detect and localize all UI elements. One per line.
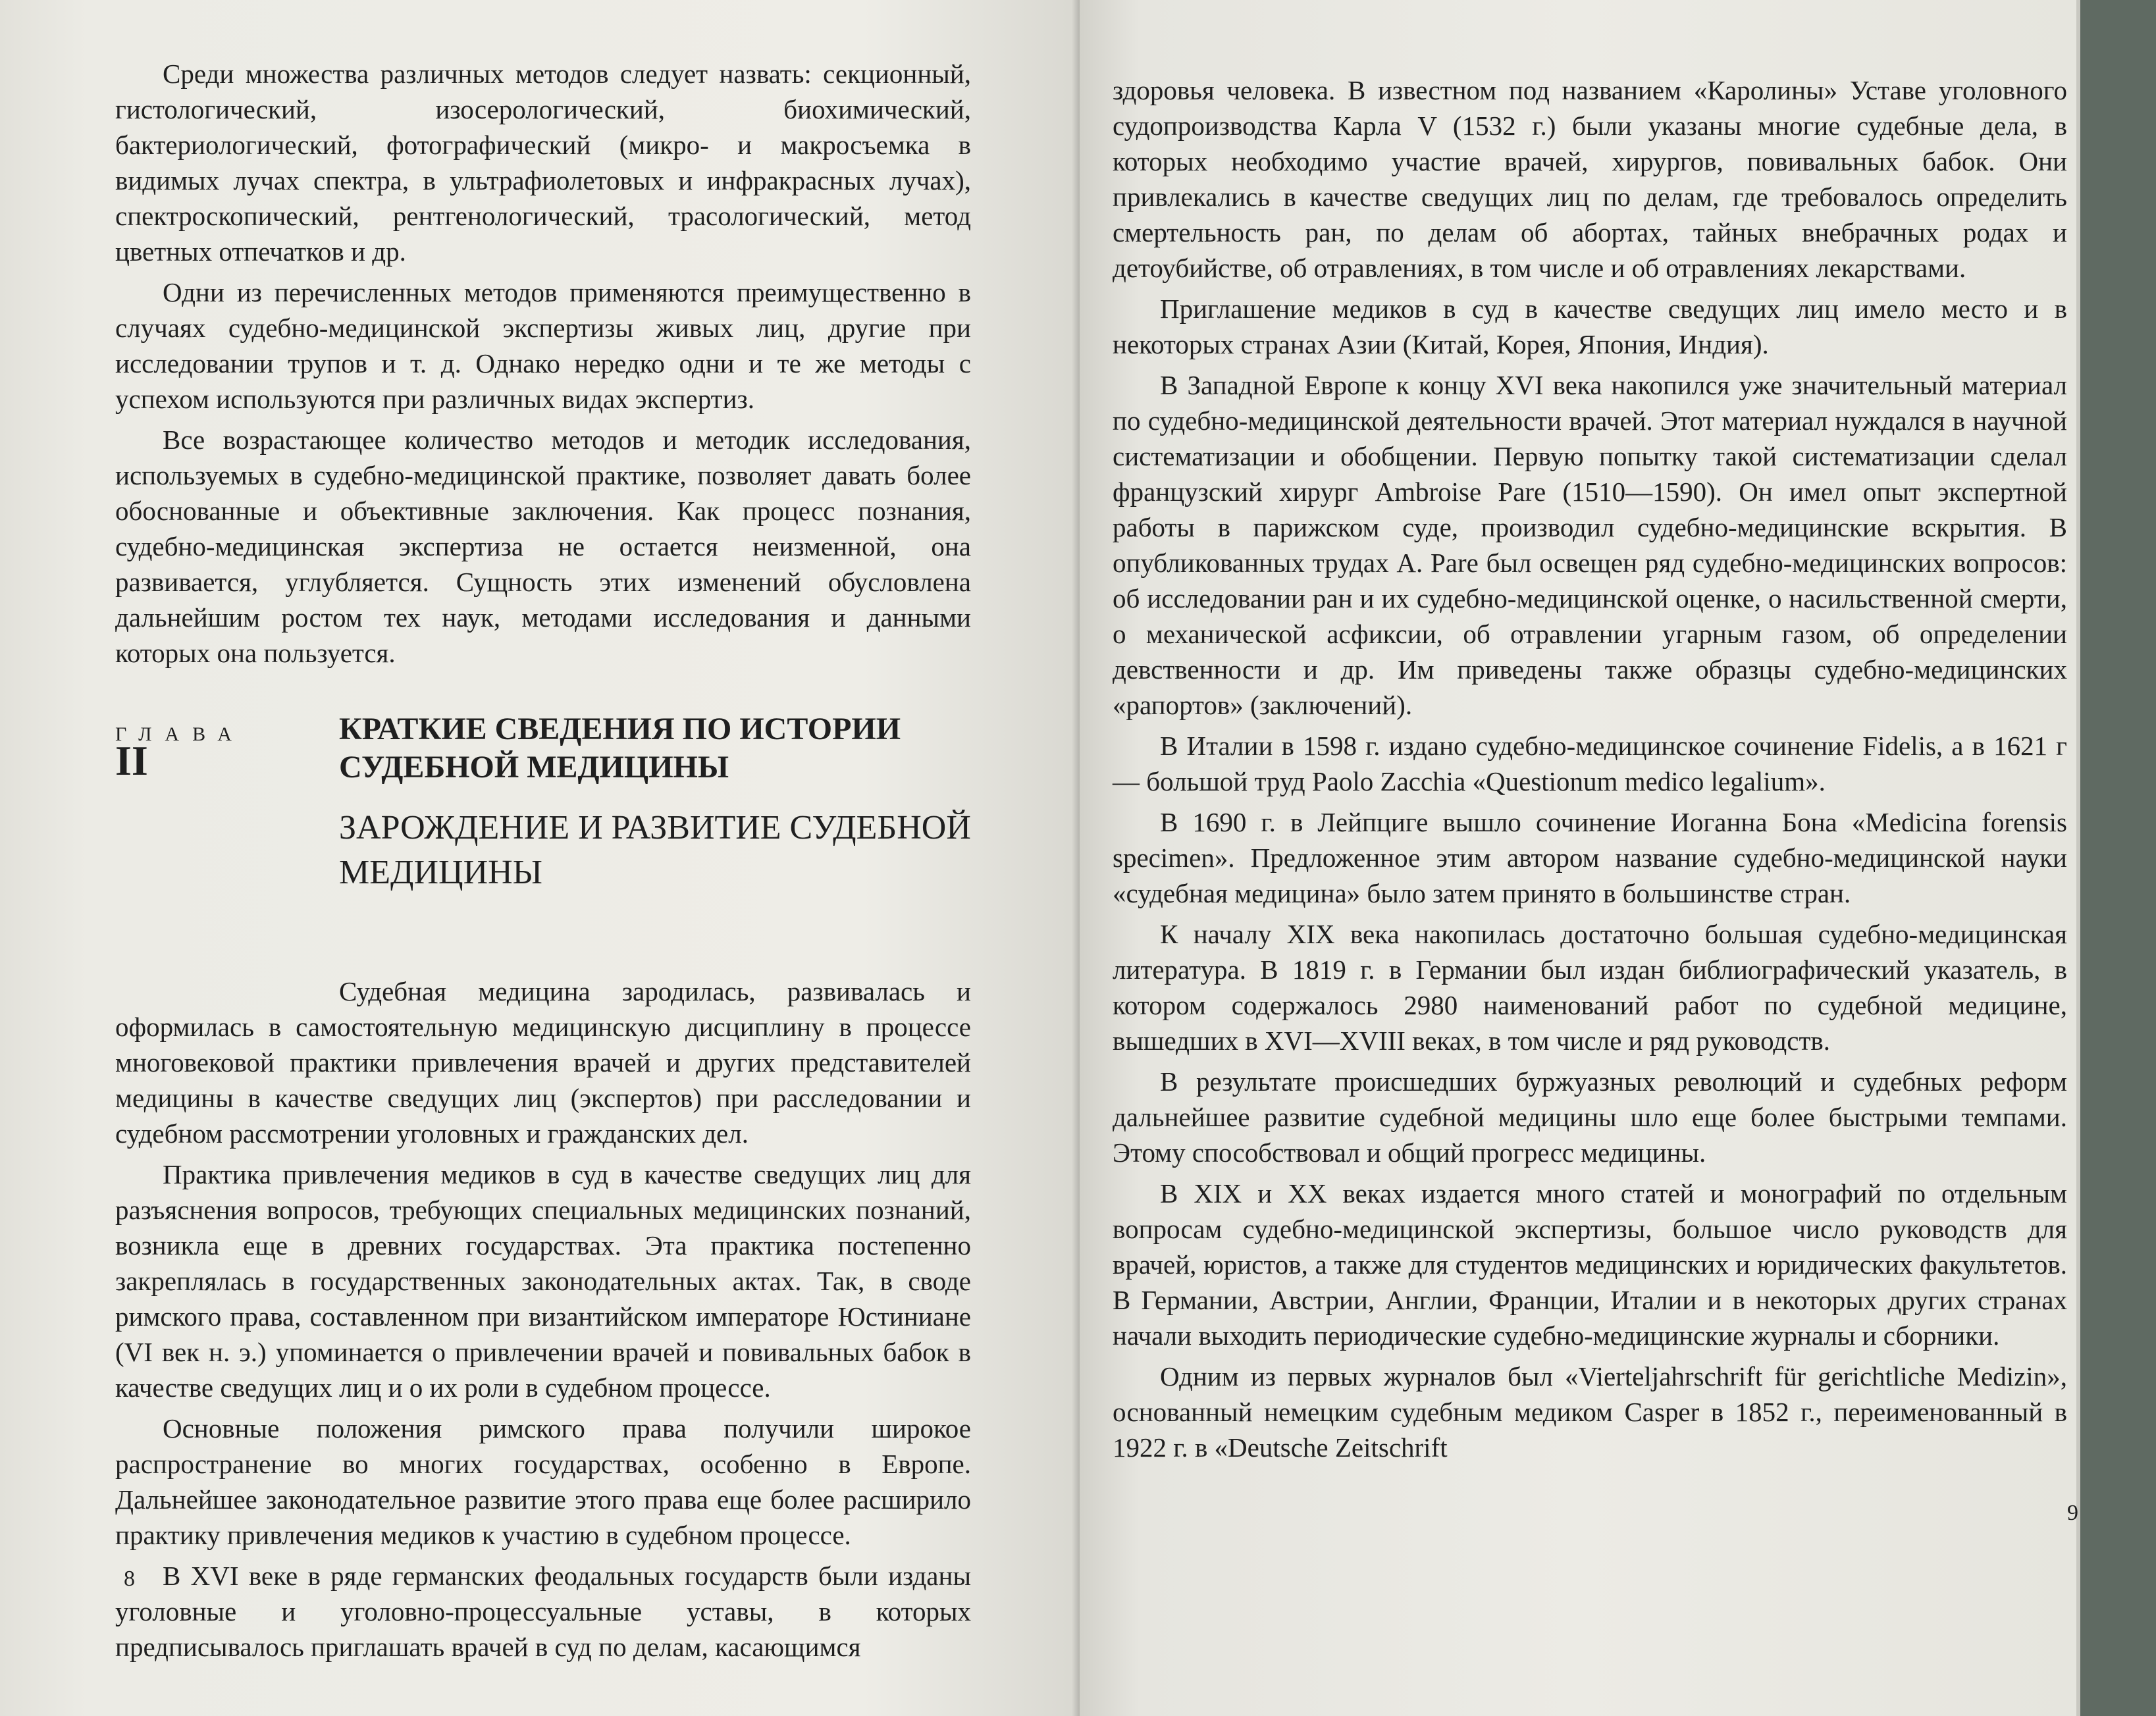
paragraph: Среди множества различных методов следует назвать: секционный, гистологический, изосерологический, биохимический, бактериологический, фотографический (микро- и макросъемка в видимых лучах спектра, в ультрафиолетовых и инфракрасных лучах), спектроскопический, рентгенологический, трасологический, метод цветных отпечатков и др. — [115, 59, 971, 267]
paragraph: здоровья человека. В известном под названием «Каролины» Уставе уголовного судопроизводства Карла V (1532 г.) были указаны многие судебные дела, в которых необходимо участие врачей, хирургов, повивальных бабок. Они привлекались в качестве сведущих лиц по делам, где требовалось определить смертельность ран, по делам об абортах, тайных внебрачных родах и детоубийстве, об отравлениях, в том числе и об отравлениях лекарствами. — [1113, 75, 2067, 283]
right-text-column — [1113, 72, 2067, 1470]
page-number: 9 — [2067, 1501, 2078, 1525]
paragraph: В 1690 г. в Лейпциге вышло сочинение Иоганна Бона «Medicina forensis specimen». Предложенное этим автором название судебно-медицинской науки «судебная медицина» было затем принято в большинстве стран. — [1113, 807, 2067, 908]
left-text-column — [115, 56, 971, 1670]
paragraph: К началу XIX века накопилась достаточно большая судебно-медицинская литература. В 1819 г. в Германии был издан библиографический указатель, в котором содержалось 2980 наименований работ по судебной медицине, вышедших в XVI—XVIII веках, в том числе и ряд руководств. — [1113, 919, 2067, 1056]
paragraph: В XVI веке в ряде германских феодальных государств были изданы уголовные и уголовно-процессуальные уставы, в которых предписывалось приглашать врачей в суд по делам, касающимся — [115, 1561, 971, 1662]
paragraph: В результате происшедших буржуазных революций и судебных реформ дальнейшее развитие судебной медицины шло еще более быстрыми темпами. Этому способствовал и общий прогресс медицины. — [1113, 1066, 2067, 1168]
paragraph: Приглашение медиков в суд в качестве сведущих лиц имело место и в некоторых странах Азии (Китай, Корея, Япония, Индия). — [1113, 294, 2067, 359]
paragraph: В Италии в 1598 г. издано судебно-медицинское сочинение Fidelis, а в 1621 г — большой труд Paolo Zacchia «Questionum medico legalium». — [1113, 731, 2067, 796]
paragraph: Одни из перечисленных методов применяются преимущественно в случаях судебно-медицинской экспертизы живых лиц, другие при исследовании трупов и т. д. Однако нередко одни и те же методы с успехом используются при различных видах экспертиз. — [115, 277, 971, 414]
paragraph: Судебная медицина зародилась, развивалась и оформилась в самостоятельную медицинскую дисциплину в процессе многовековой практики привлечения врачей и других представителей медицины в качестве сведущих лиц (экспертов) при расследовании и судебном рассмотрении уголовных и гражданских дел. — [115, 976, 971, 1149]
chapter-title: КРАТКИЕ СВЕДЕНИЯ ПО ИСТОРИИ СУДЕБНОЙ МЕДИЦИНЫ — [339, 712, 901, 785]
paragraph: Одним из первых журналов был «Vierteljahrschrift für gerichtliche Medizin», основанный немецким судебным медиком Casper в 1852 г., переименованный в 1922 г. в «Deutsche Zeitschrift — [1113, 1361, 2067, 1463]
paragraph: Основные положения римского права получили широкое распространение во многих государствах, особенно в Европе. Дальнейшее законодательное развитие этого права еще более расширило практику привлечения медиков к участию в судебном процессе. — [115, 1413, 971, 1550]
paragraph: Практика привлечения медиков в суд в качестве сведущих лиц для разъяснения вопросов, требующих специальных медицинских познаний, возникла еще в древних государствах. Эта практика постепенно закреплялась в государственных законодательных актах. Так, в своде римского права, составленном при византийском императоре Юстиниане (VI век н. э.) упоминается о привлечении врачей и повивальных бабок в качестве сведущих лиц и о их роли в судебном процессе. — [115, 1159, 971, 1403]
section-body — [115, 974, 971, 1665]
paragraph: В XIX и XX веках издается много статей и монографий по отдельным вопросам судебно-медицинской экспертизы, большое число руководств для врачей, юристов, а также для студентов медицинских и юридических факультетов. В Германии, Австрии, Англии, Франции, Италии и в некоторых других странах начали выходить периодические судебно-медицинские журналы и сборники. — [1113, 1178, 2067, 1351]
paragraph: Все возрастающее количество методов и методик исследования, используемых в судебно-медицинской практике, позволяет давать более обоснованные и объективные заключения. Как процесс познания, судебно-медицинская экспертиза не остается неизменной, она развивается, углубляется. Сущность этих изменений обусловлена дальнейшим ростом тех наук, методами исследования и данными которых она пользуется. — [115, 425, 971, 668]
chapter-heading — [115, 710, 971, 974]
chapter-number: II — [115, 737, 148, 784]
chapter-label: ГЛАВА — [115, 723, 245, 745]
paragraph: В Западной Европе к концу XVI века накопился уже значительный материал по судебно-медицинской деятельности врачей. Этот материал нуждался в научной систематизации и обобщении. Первую попытку такой систематизации сделал французский хирург Ambroise Pare (1510—1590). Он имел опыт экспертной работы в парижском суде, производил судебно-медицинские вскрытия. В опубликованных трудах А. Pare был освещен ряд судебно-медицинских вопросов: об исследовании ран и их судебно-медицинской оценке, о насильственной смерти, о механической асфиксии, об отравлении угарным газом, об определении девственности и др. Им приведены также образцы судебно-медицинских «рапортов» (заключений). — [1113, 370, 2067, 720]
section-title: ЗАРОЖДЕНИЕ И РАЗВИТИЕ СУДЕБНОЙ МЕДИЦИНЫ — [339, 809, 971, 891]
page-number: 8 — [124, 1567, 135, 1591]
